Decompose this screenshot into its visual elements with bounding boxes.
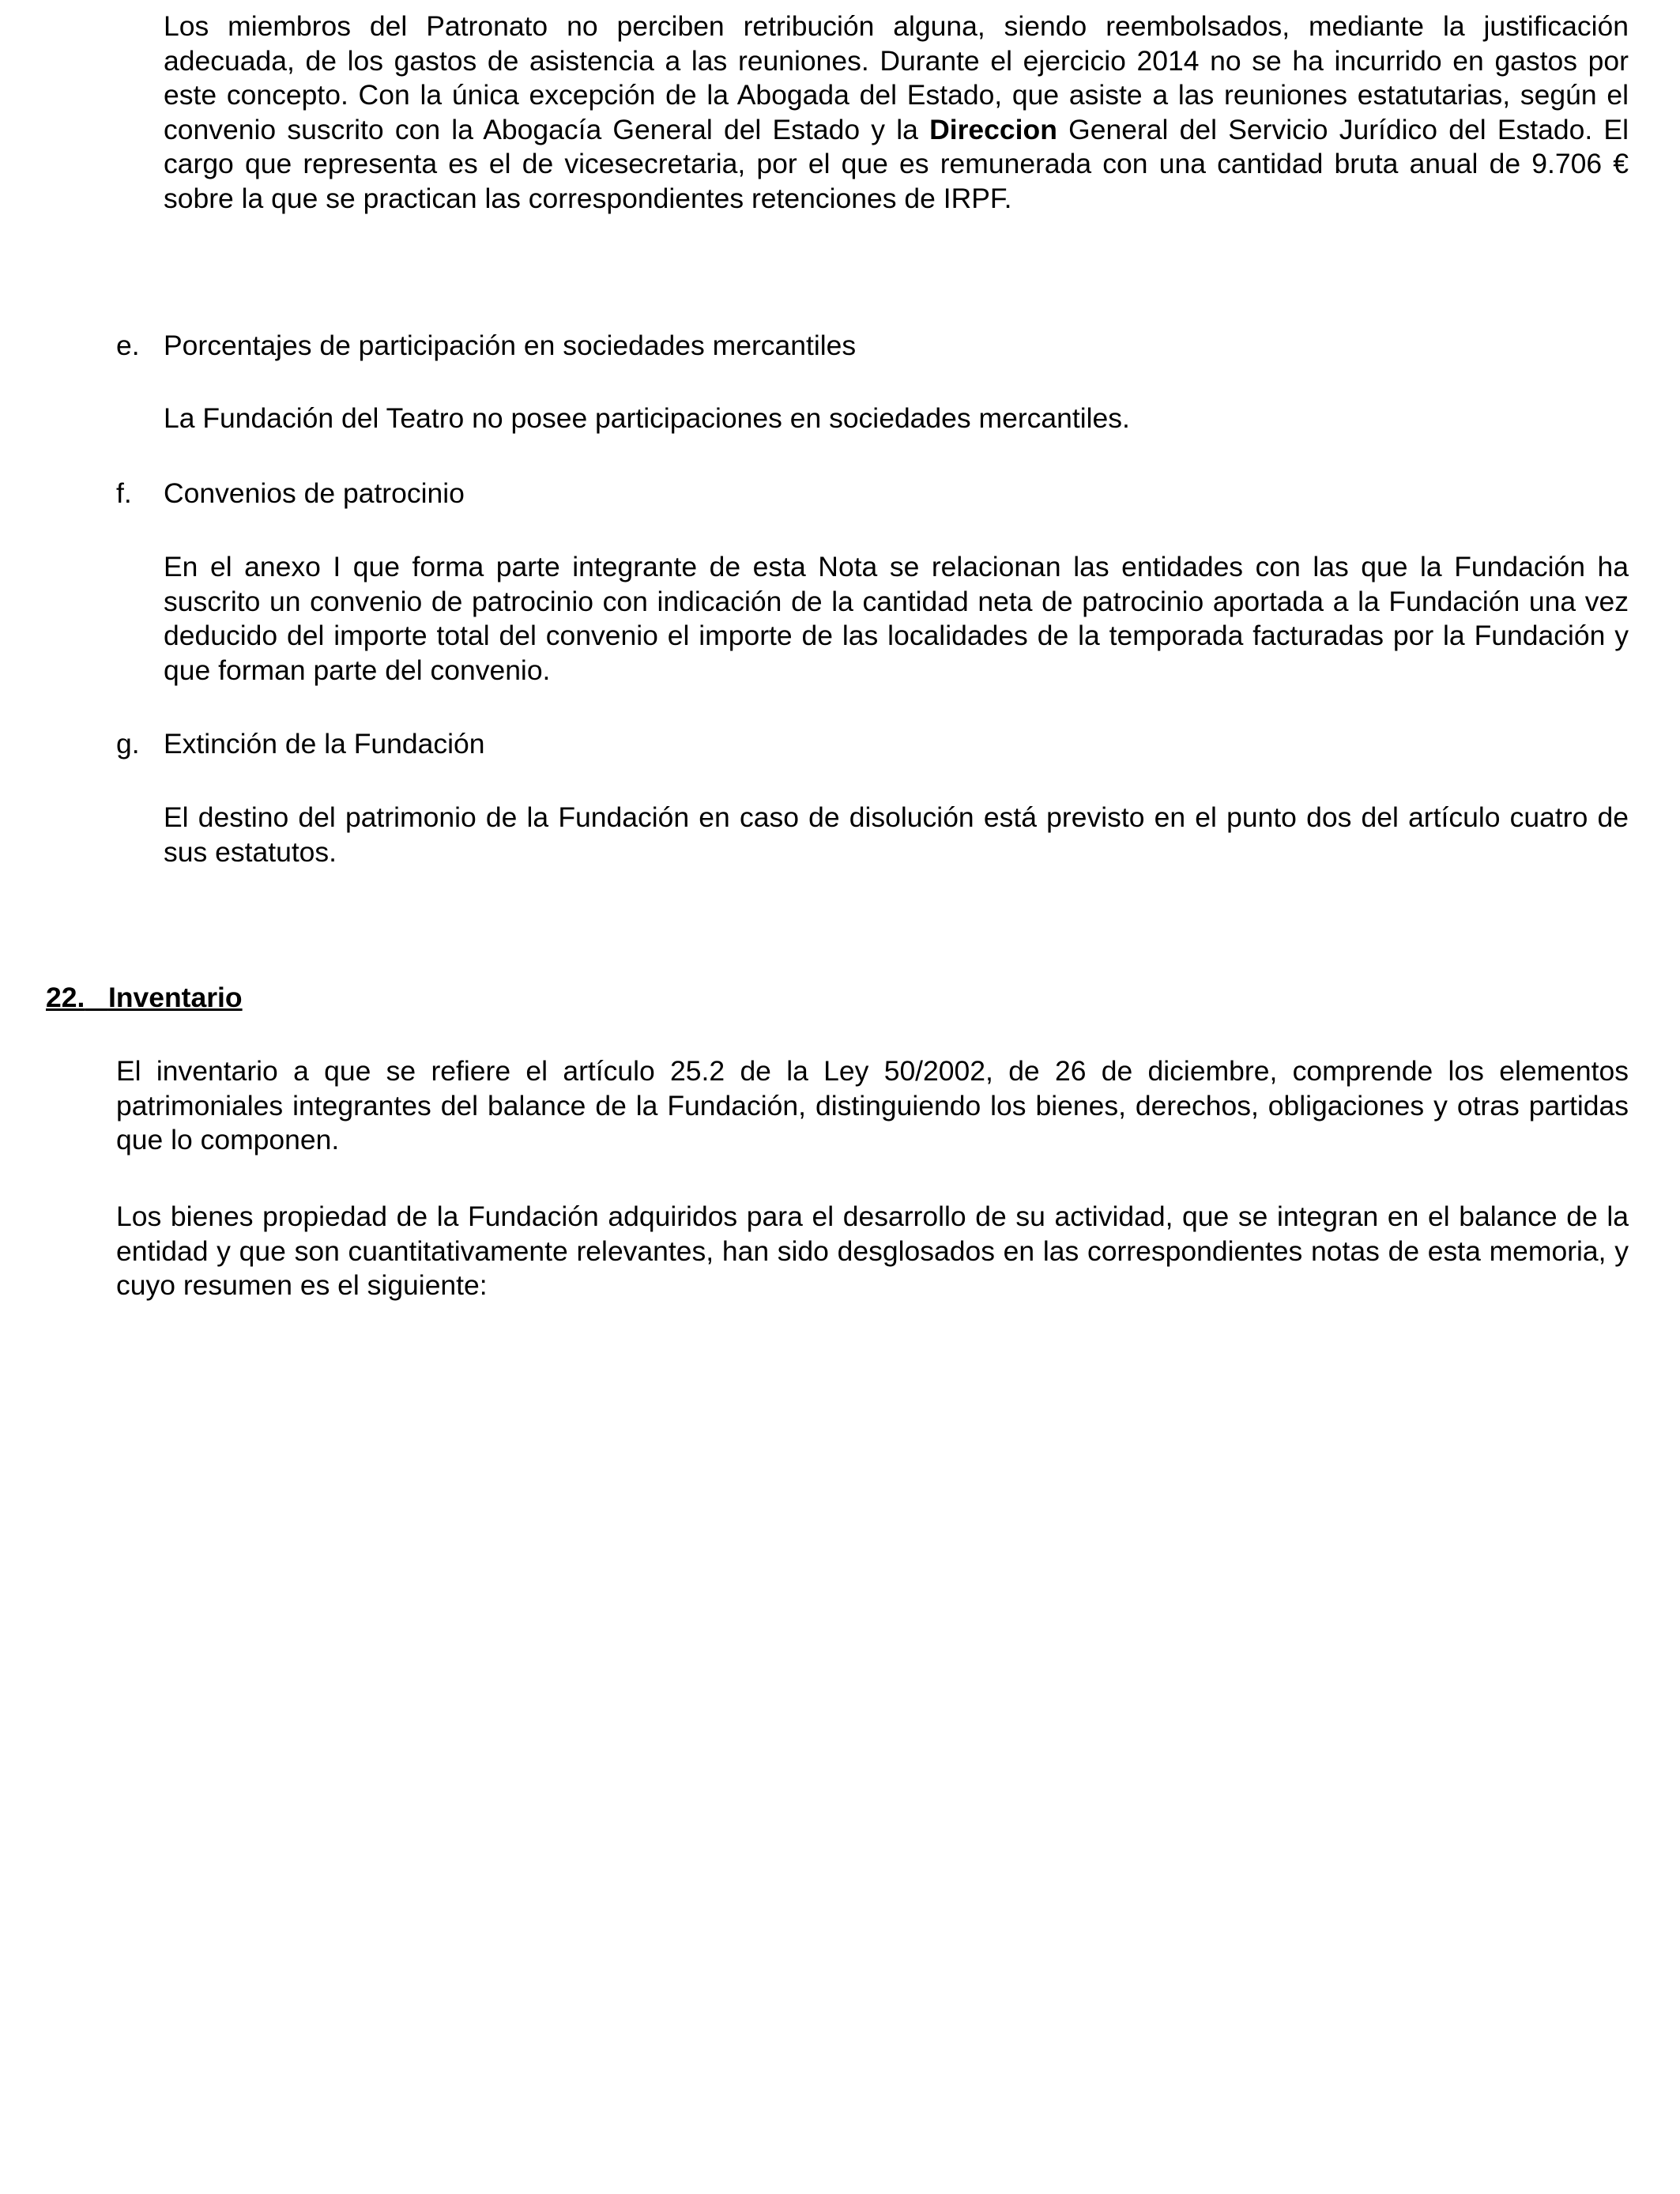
intro-bold-word: Direccion bbox=[929, 113, 1057, 145]
item-e-title: Porcentajes de participación en sociedades mercantiles bbox=[164, 330, 857, 361]
intro-paragraph bbox=[164, 9, 1629, 217]
item-e-heading bbox=[116, 329, 1629, 364]
intro-text-end: General del Servicio Jurídico del Estado. El cargo que representa es el de vicesecretaria, por el que es remunerada con una cantidad bruta anual de 9.706 € sobre la que se practican las correspondientes retenciones de IRPF. bbox=[164, 113, 1629, 214]
item-e-text: La Fundación del Teatro no posee participaciones en sociedades mercantiles. bbox=[164, 402, 1130, 434]
item-e-letter: e. bbox=[116, 330, 140, 361]
item-g-letter: g. bbox=[116, 728, 140, 760]
item-f-letter: f. bbox=[116, 477, 132, 509]
intro-text-start: Los miembros del Patronato no perciben retribución alguna, siendo reembolsados, mediante la justificación adecuada, de los gastos de asistencia a las reuniones. Durante el ejercicio 2014 no se ha incurrido en gastos por este concepto. Con la única excepción de la Abogada del Estado, que asiste a las reuniones estatutarias, según el convenio suscrito con la Abogacía General del Estado y la bbox=[164, 10, 1629, 145]
item-f-title: Convenios de patrocinio bbox=[164, 477, 465, 509]
section-22-paragraph-2: Los bienes propiedad de la Fundación adquiridos para el desarrollo de su actividad, que se integran en el balance de la entidad y que son cuantitativamente relevantes, han sido desglosados en las correspondientes notas de esta memoria, y cuyo resumen es el siguiente: bbox=[116, 1201, 1629, 1302]
section-22-paragraph-1: El inventario a que se refiere el artículo 25.2 de la Ley 50/2002, de 26 de diciembre, comprende los elementos patrimoniales integrantes del balance de la Fundación, distinguiendo los bienes, derechos, obligaciones y otras partidas que lo componen. bbox=[116, 1055, 1629, 1156]
item-g-heading bbox=[116, 727, 1629, 762]
section-22-title: Inventario bbox=[107, 982, 243, 1013]
item-g-title: Extinción de la Fundación bbox=[164, 728, 485, 760]
item-f-heading bbox=[116, 477, 1629, 511]
item-f-text: En el anexo I que forma parte integrante de esta Nota se relacionan las entidades con las que la Fundación ha suscrito un convenio de patrocinio con indicación de la cantidad neta de patrocinio aportada a la Fundación una vez deducido del importe total del convenio el importe de las localidades de la temporada facturadas por la Fundación y que forman parte del convenio. bbox=[164, 551, 1629, 686]
section-22-heading bbox=[46, 981, 243, 1016]
item-g-text: El destino del patrimonio de la Fundación en caso de disolución está previsto en el punto dos del artículo cuatro de sus estatutos. bbox=[164, 801, 1629, 868]
section-22-number: 22. bbox=[46, 982, 85, 1013]
